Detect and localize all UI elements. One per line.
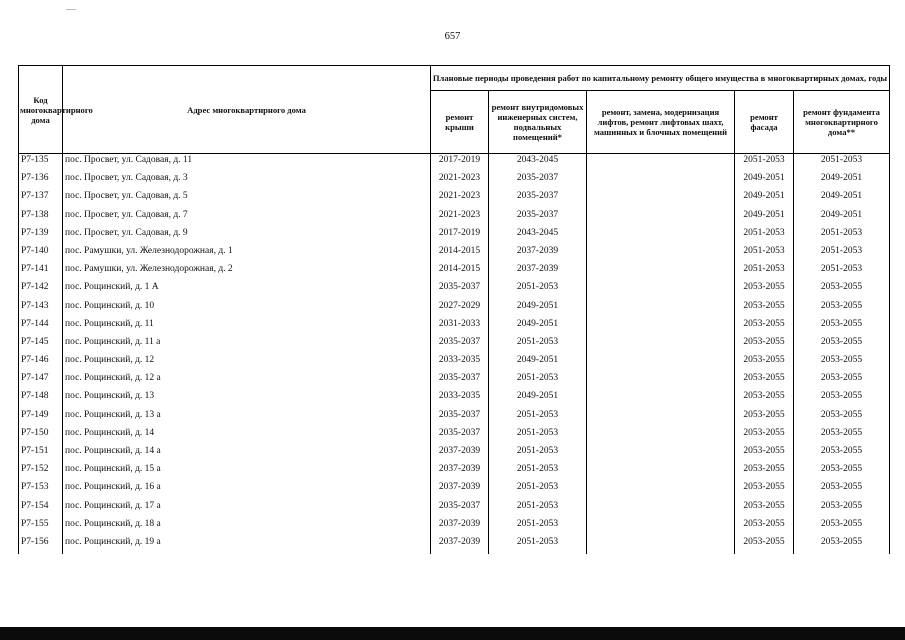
cell-foundation: 2051-2053 — [794, 263, 890, 281]
cell-address: пос. Рощинский, д. 1 А — [63, 281, 431, 299]
cell-address: пос. Рощинский, д. 17 а — [63, 500, 431, 518]
cell-foundation: 2053-2055 — [794, 518, 890, 536]
cell-systems: 2049-2051 — [489, 300, 587, 318]
cell-roof: 2035-2037 — [431, 281, 489, 299]
cell-lifts — [587, 263, 735, 281]
cell-address: пос. Рощинский, д. 14 а — [63, 445, 431, 463]
cell-systems: 2051-2053 — [489, 281, 587, 299]
table-row — [19, 245, 890, 263]
cell-foundation: 2053-2055 — [794, 390, 890, 408]
cell-address: пос. Рощинский, д. 19 а — [63, 536, 431, 554]
cell-systems: 2043-2045 — [489, 154, 587, 173]
cell-code: Р7-135 — [19, 154, 63, 173]
cell-facade: 2053-2055 — [735, 336, 794, 354]
cell-facade: 2049-2051 — [735, 209, 794, 227]
table-row — [19, 209, 890, 227]
cell-lifts — [587, 227, 735, 245]
cell-code: Р7-140 — [19, 245, 63, 263]
cell-roof: 2037-2039 — [431, 536, 489, 554]
table-row — [19, 354, 890, 372]
cell-lifts — [587, 518, 735, 536]
cell-roof: 2021-2023 — [431, 172, 489, 190]
cell-lifts — [587, 463, 735, 481]
cell-lifts — [587, 172, 735, 190]
cell-foundation: 2051-2053 — [794, 227, 890, 245]
cell-code: Р7-153 — [19, 481, 63, 499]
cell-code: Р7-137 — [19, 190, 63, 208]
cell-systems: 2051-2053 — [489, 336, 587, 354]
cell-roof: 2037-2039 — [431, 463, 489, 481]
scan-mark — [66, 9, 76, 10]
cell-lifts — [587, 427, 735, 445]
cell-facade: 2051-2053 — [735, 245, 794, 263]
cell-systems: 2049-2051 — [489, 390, 587, 408]
cell-roof: 2017-2019 — [431, 227, 489, 245]
cell-lifts — [587, 154, 735, 173]
table-row — [19, 481, 890, 499]
header-group: Плановые периоды проведения работ по капитальному ремонту общего имущества в многоквартирных домах, годы — [431, 66, 890, 91]
cell-facade: 2053-2055 — [735, 463, 794, 481]
cell-facade: 2053-2055 — [735, 536, 794, 554]
table-row — [19, 281, 890, 299]
cell-address: пос. Рощинский, д. 14 — [63, 427, 431, 445]
cell-roof: 2035-2037 — [431, 427, 489, 445]
table-row — [19, 227, 890, 245]
cell-facade: 2053-2055 — [735, 318, 794, 336]
cell-facade: 2051-2053 — [735, 154, 794, 173]
cell-address: пос. Просвет, ул. Садовая, д. 5 — [63, 190, 431, 208]
cell-lifts — [587, 245, 735, 263]
cell-address: пос. Рощинский, д. 15 а — [63, 463, 431, 481]
cell-code: Р7-145 — [19, 336, 63, 354]
cell-roof: 2037-2039 — [431, 518, 489, 536]
cell-facade: 2051-2053 — [735, 227, 794, 245]
cell-roof: 2033-2035 — [431, 354, 489, 372]
cell-lifts — [587, 445, 735, 463]
cell-code: Р7-144 — [19, 318, 63, 336]
cell-code: Р7-151 — [19, 445, 63, 463]
cell-foundation: 2049-2051 — [794, 190, 890, 208]
repair-schedule-table — [18, 65, 890, 554]
cell-foundation: 2053-2055 — [794, 318, 890, 336]
table-row — [19, 300, 890, 318]
cell-code: Р7-155 — [19, 518, 63, 536]
cell-code: Р7-156 — [19, 536, 63, 554]
table-row — [19, 518, 890, 536]
cell-systems: 2049-2051 — [489, 354, 587, 372]
cell-code: Р7-141 — [19, 263, 63, 281]
cell-systems: 2049-2051 — [489, 318, 587, 336]
cell-foundation: 2053-2055 — [794, 300, 890, 318]
cell-roof: 2037-2039 — [431, 445, 489, 463]
cell-systems: 2043-2045 — [489, 227, 587, 245]
cell-code: Р7-136 — [19, 172, 63, 190]
cell-address: пос. Рамушки, ул. Железнодорожная, д. 1 — [63, 245, 431, 263]
cell-foundation: 2053-2055 — [794, 536, 890, 554]
table-row — [19, 409, 890, 427]
cell-facade: 2053-2055 — [735, 409, 794, 427]
cell-lifts — [587, 500, 735, 518]
cell-roof: 2021-2023 — [431, 209, 489, 227]
cell-code: Р7-147 — [19, 372, 63, 390]
bottom-border-bar — [0, 627, 905, 640]
cell-code: Р7-148 — [19, 390, 63, 408]
cell-facade: 2049-2051 — [735, 172, 794, 190]
table-row — [19, 536, 890, 554]
cell-roof: 2014-2015 — [431, 245, 489, 263]
cell-address: пос. Рощинский, д. 10 — [63, 300, 431, 318]
header-systems: ремонт внутридомовых инженерных систем, подвальных помещений* — [489, 91, 587, 154]
cell-foundation: 2053-2055 — [794, 372, 890, 390]
cell-systems: 2051-2053 — [489, 518, 587, 536]
cell-address: пос. Рощинский, д. 11 а — [63, 336, 431, 354]
cell-systems: 2051-2053 — [489, 427, 587, 445]
table-row — [19, 336, 890, 354]
cell-code: Р7-138 — [19, 209, 63, 227]
cell-roof: 2037-2039 — [431, 481, 489, 499]
cell-foundation: 2053-2055 — [794, 409, 890, 427]
cell-facade: 2053-2055 — [735, 518, 794, 536]
table-row — [19, 445, 890, 463]
table-row — [19, 172, 890, 190]
cell-systems: 2051-2053 — [489, 481, 587, 499]
cell-lifts — [587, 390, 735, 408]
cell-systems: 2035-2037 — [489, 190, 587, 208]
cell-code: Р7-152 — [19, 463, 63, 481]
cell-lifts — [587, 300, 735, 318]
header-roof: ремонт крыши — [431, 91, 489, 154]
cell-lifts — [587, 409, 735, 427]
cell-roof: 2014-2015 — [431, 263, 489, 281]
cell-lifts — [587, 336, 735, 354]
cell-facade: 2053-2055 — [735, 354, 794, 372]
cell-foundation: 2053-2055 — [794, 463, 890, 481]
table-row — [19, 318, 890, 336]
cell-foundation: 2053-2055 — [794, 354, 890, 372]
cell-address: пос. Рощинский, д. 13 а — [63, 409, 431, 427]
cell-code: Р7-142 — [19, 281, 63, 299]
cell-facade: 2053-2055 — [735, 500, 794, 518]
cell-facade: 2051-2053 — [735, 263, 794, 281]
header-foundation: ремонт фундамента многоквартирного дома** — [794, 91, 890, 154]
cell-roof: 2021-2023 — [431, 190, 489, 208]
cell-systems: 2037-2039 — [489, 263, 587, 281]
table-row — [19, 427, 890, 445]
header-lifts: ремонт, замена, модернизация лифтов, ремонт лифтовых шахт, машинных и блочных помещений — [587, 91, 735, 154]
cell-code: Р7-143 — [19, 300, 63, 318]
cell-address: пос. Рощинский, д. 18 а — [63, 518, 431, 536]
cell-foundation: 2053-2055 — [794, 481, 890, 499]
cell-foundation: 2053-2055 — [794, 445, 890, 463]
cell-lifts — [587, 318, 735, 336]
cell-foundation: 2053-2055 — [794, 427, 890, 445]
cell-systems: 2051-2053 — [489, 409, 587, 427]
cell-roof: 2017-2019 — [431, 154, 489, 173]
cell-systems: 2051-2053 — [489, 445, 587, 463]
table-row — [19, 463, 890, 481]
cell-facade: 2049-2051 — [735, 190, 794, 208]
cell-lifts — [587, 209, 735, 227]
cell-code: Р7-150 — [19, 427, 63, 445]
cell-address: пос. Рощинский, д. 12 а — [63, 372, 431, 390]
cell-lifts — [587, 190, 735, 208]
cell-lifts — [587, 354, 735, 372]
page-number: 657 — [444, 31, 461, 42]
cell-code: Р7-139 — [19, 227, 63, 245]
cell-address: пос. Рощинский, д. 11 — [63, 318, 431, 336]
cell-address: пос. Рощинский, д. 12 — [63, 354, 431, 372]
table-row — [19, 190, 890, 208]
cell-systems: 2051-2053 — [489, 500, 587, 518]
cell-foundation: 2053-2055 — [794, 281, 890, 299]
cell-address: пос. Рощинский, д. 13 — [63, 390, 431, 408]
cell-address: пос. Просвет, ул. Садовая, д. 11 — [63, 154, 431, 173]
cell-systems: 2035-2037 — [489, 209, 587, 227]
cell-facade: 2053-2055 — [735, 445, 794, 463]
table-row — [19, 263, 890, 281]
cell-roof: 2031-2033 — [431, 318, 489, 336]
cell-systems: 2035-2037 — [489, 172, 587, 190]
cell-facade: 2053-2055 — [735, 281, 794, 299]
cell-systems: 2037-2039 — [489, 245, 587, 263]
cell-foundation: 2053-2055 — [794, 500, 890, 518]
cell-code: Р7-149 — [19, 409, 63, 427]
cell-foundation: 2049-2051 — [794, 172, 890, 190]
header-code: Код многоквартирного дома — [19, 66, 63, 154]
cell-foundation: 2051-2053 — [794, 154, 890, 173]
cell-roof: 2033-2035 — [431, 390, 489, 408]
table-row — [19, 372, 890, 390]
cell-foundation: 2049-2051 — [794, 209, 890, 227]
cell-facade: 2053-2055 — [735, 481, 794, 499]
cell-code: Р7-146 — [19, 354, 63, 372]
cell-systems: 2051-2053 — [489, 463, 587, 481]
cell-systems: 2051-2053 — [489, 536, 587, 554]
cell-lifts — [587, 536, 735, 554]
cell-roof: 2035-2037 — [431, 372, 489, 390]
table-row — [19, 154, 890, 173]
header-address: Адрес многоквартирного дома — [63, 66, 431, 154]
cell-lifts — [587, 281, 735, 299]
header-facade: ремонт фасада — [735, 91, 794, 154]
cell-address: пос. Просвет, ул. Садовая, д. 7 — [63, 209, 431, 227]
cell-facade: 2053-2055 — [735, 300, 794, 318]
cell-systems: 2051-2053 — [489, 372, 587, 390]
cell-roof: 2035-2037 — [431, 500, 489, 518]
cell-facade: 2053-2055 — [735, 372, 794, 390]
cell-lifts — [587, 481, 735, 499]
cell-lifts — [587, 372, 735, 390]
cell-roof: 2035-2037 — [431, 409, 489, 427]
cell-address: пос. Просвет, ул. Садовая, д. 3 — [63, 172, 431, 190]
table-row — [19, 500, 890, 518]
table-row — [19, 390, 890, 408]
cell-code: Р7-154 — [19, 500, 63, 518]
cell-address: пос. Рощинский, д. 16 а — [63, 481, 431, 499]
cell-foundation: 2053-2055 — [794, 336, 890, 354]
cell-foundation: 2051-2053 — [794, 245, 890, 263]
cell-facade: 2053-2055 — [735, 390, 794, 408]
cell-roof: 2027-2029 — [431, 300, 489, 318]
cell-roof: 2035-2037 — [431, 336, 489, 354]
cell-address: пос. Рамушки, ул. Железнодорожная, д. 2 — [63, 263, 431, 281]
cell-address: пос. Просвет, ул. Садовая, д. 9 — [63, 227, 431, 245]
cell-facade: 2053-2055 — [735, 427, 794, 445]
